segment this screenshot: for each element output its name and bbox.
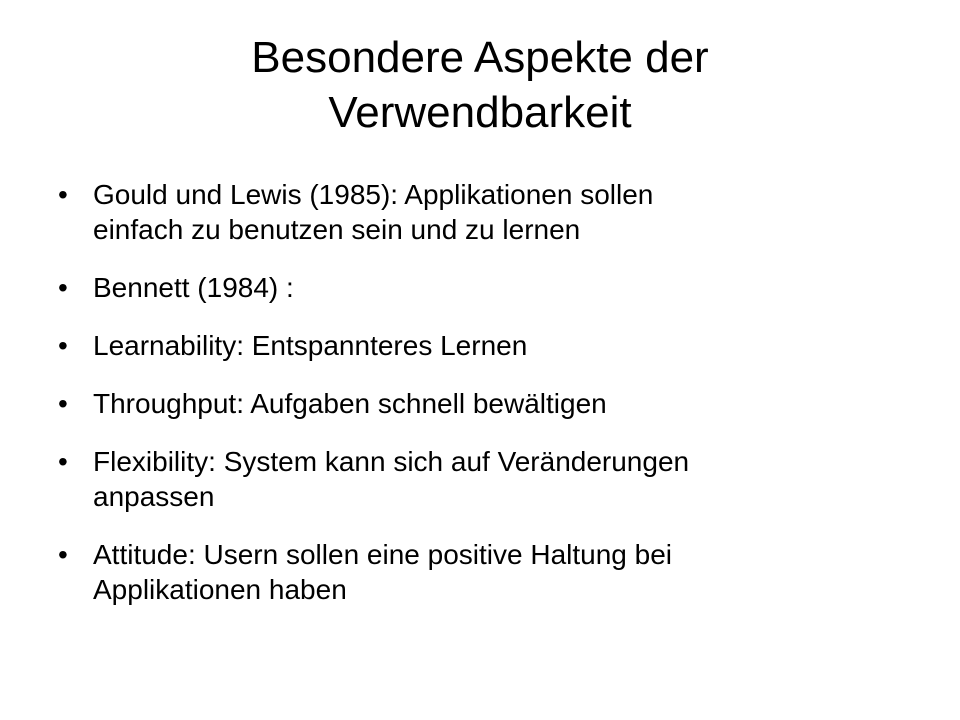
bullet-marker: • — [58, 446, 68, 477]
bullet-item — [58, 270, 908, 305]
bullet-marker: • — [58, 272, 68, 303]
bullet-text — [93, 270, 908, 305]
bullet-text — [93, 386, 908, 421]
bullet-item — [58, 177, 908, 247]
bullet-text-line: Applikationen haben — [93, 574, 347, 605]
slide-title-line: Besondere Aspekte der — [251, 33, 709, 82]
bullet-marker: • — [58, 179, 68, 210]
bullet-item — [58, 444, 908, 514]
bullet-text — [93, 444, 908, 514]
bullet-item — [58, 328, 908, 363]
slide-title — [48, 30, 912, 140]
slide-title-line: Verwendbarkeit — [328, 88, 632, 137]
bullet-text-line: Bennett (1984) : — [93, 272, 294, 303]
bullet-text — [93, 328, 908, 363]
bullet-text — [93, 177, 908, 247]
bullet-text-line: Gould und Lewis (1985): Applikationen sollen — [93, 179, 654, 210]
bullet-list — [58, 177, 908, 630]
bullet-marker: • — [58, 388, 68, 419]
bullet-item — [58, 537, 908, 607]
bullet-text-line: Attitude: Usern sollen eine positive Haltung bei — [93, 539, 673, 570]
bullet-text-line: Throughput: Aufgaben schnell bewältigen — [93, 388, 607, 419]
bullet-marker: • — [58, 330, 68, 361]
bullet-text — [93, 537, 908, 607]
bullet-text-line: anpassen — [93, 481, 215, 512]
bullet-marker: • — [58, 539, 68, 570]
bullet-item — [58, 386, 908, 421]
bullet-text-line: einfach zu benutzen sein und zu lernen — [93, 214, 581, 245]
bullet-text-line: Learnability: Entspannteres Lernen — [93, 330, 528, 361]
bullet-text-line: Flexibility: System kann sich auf Veränderungen — [93, 446, 690, 477]
